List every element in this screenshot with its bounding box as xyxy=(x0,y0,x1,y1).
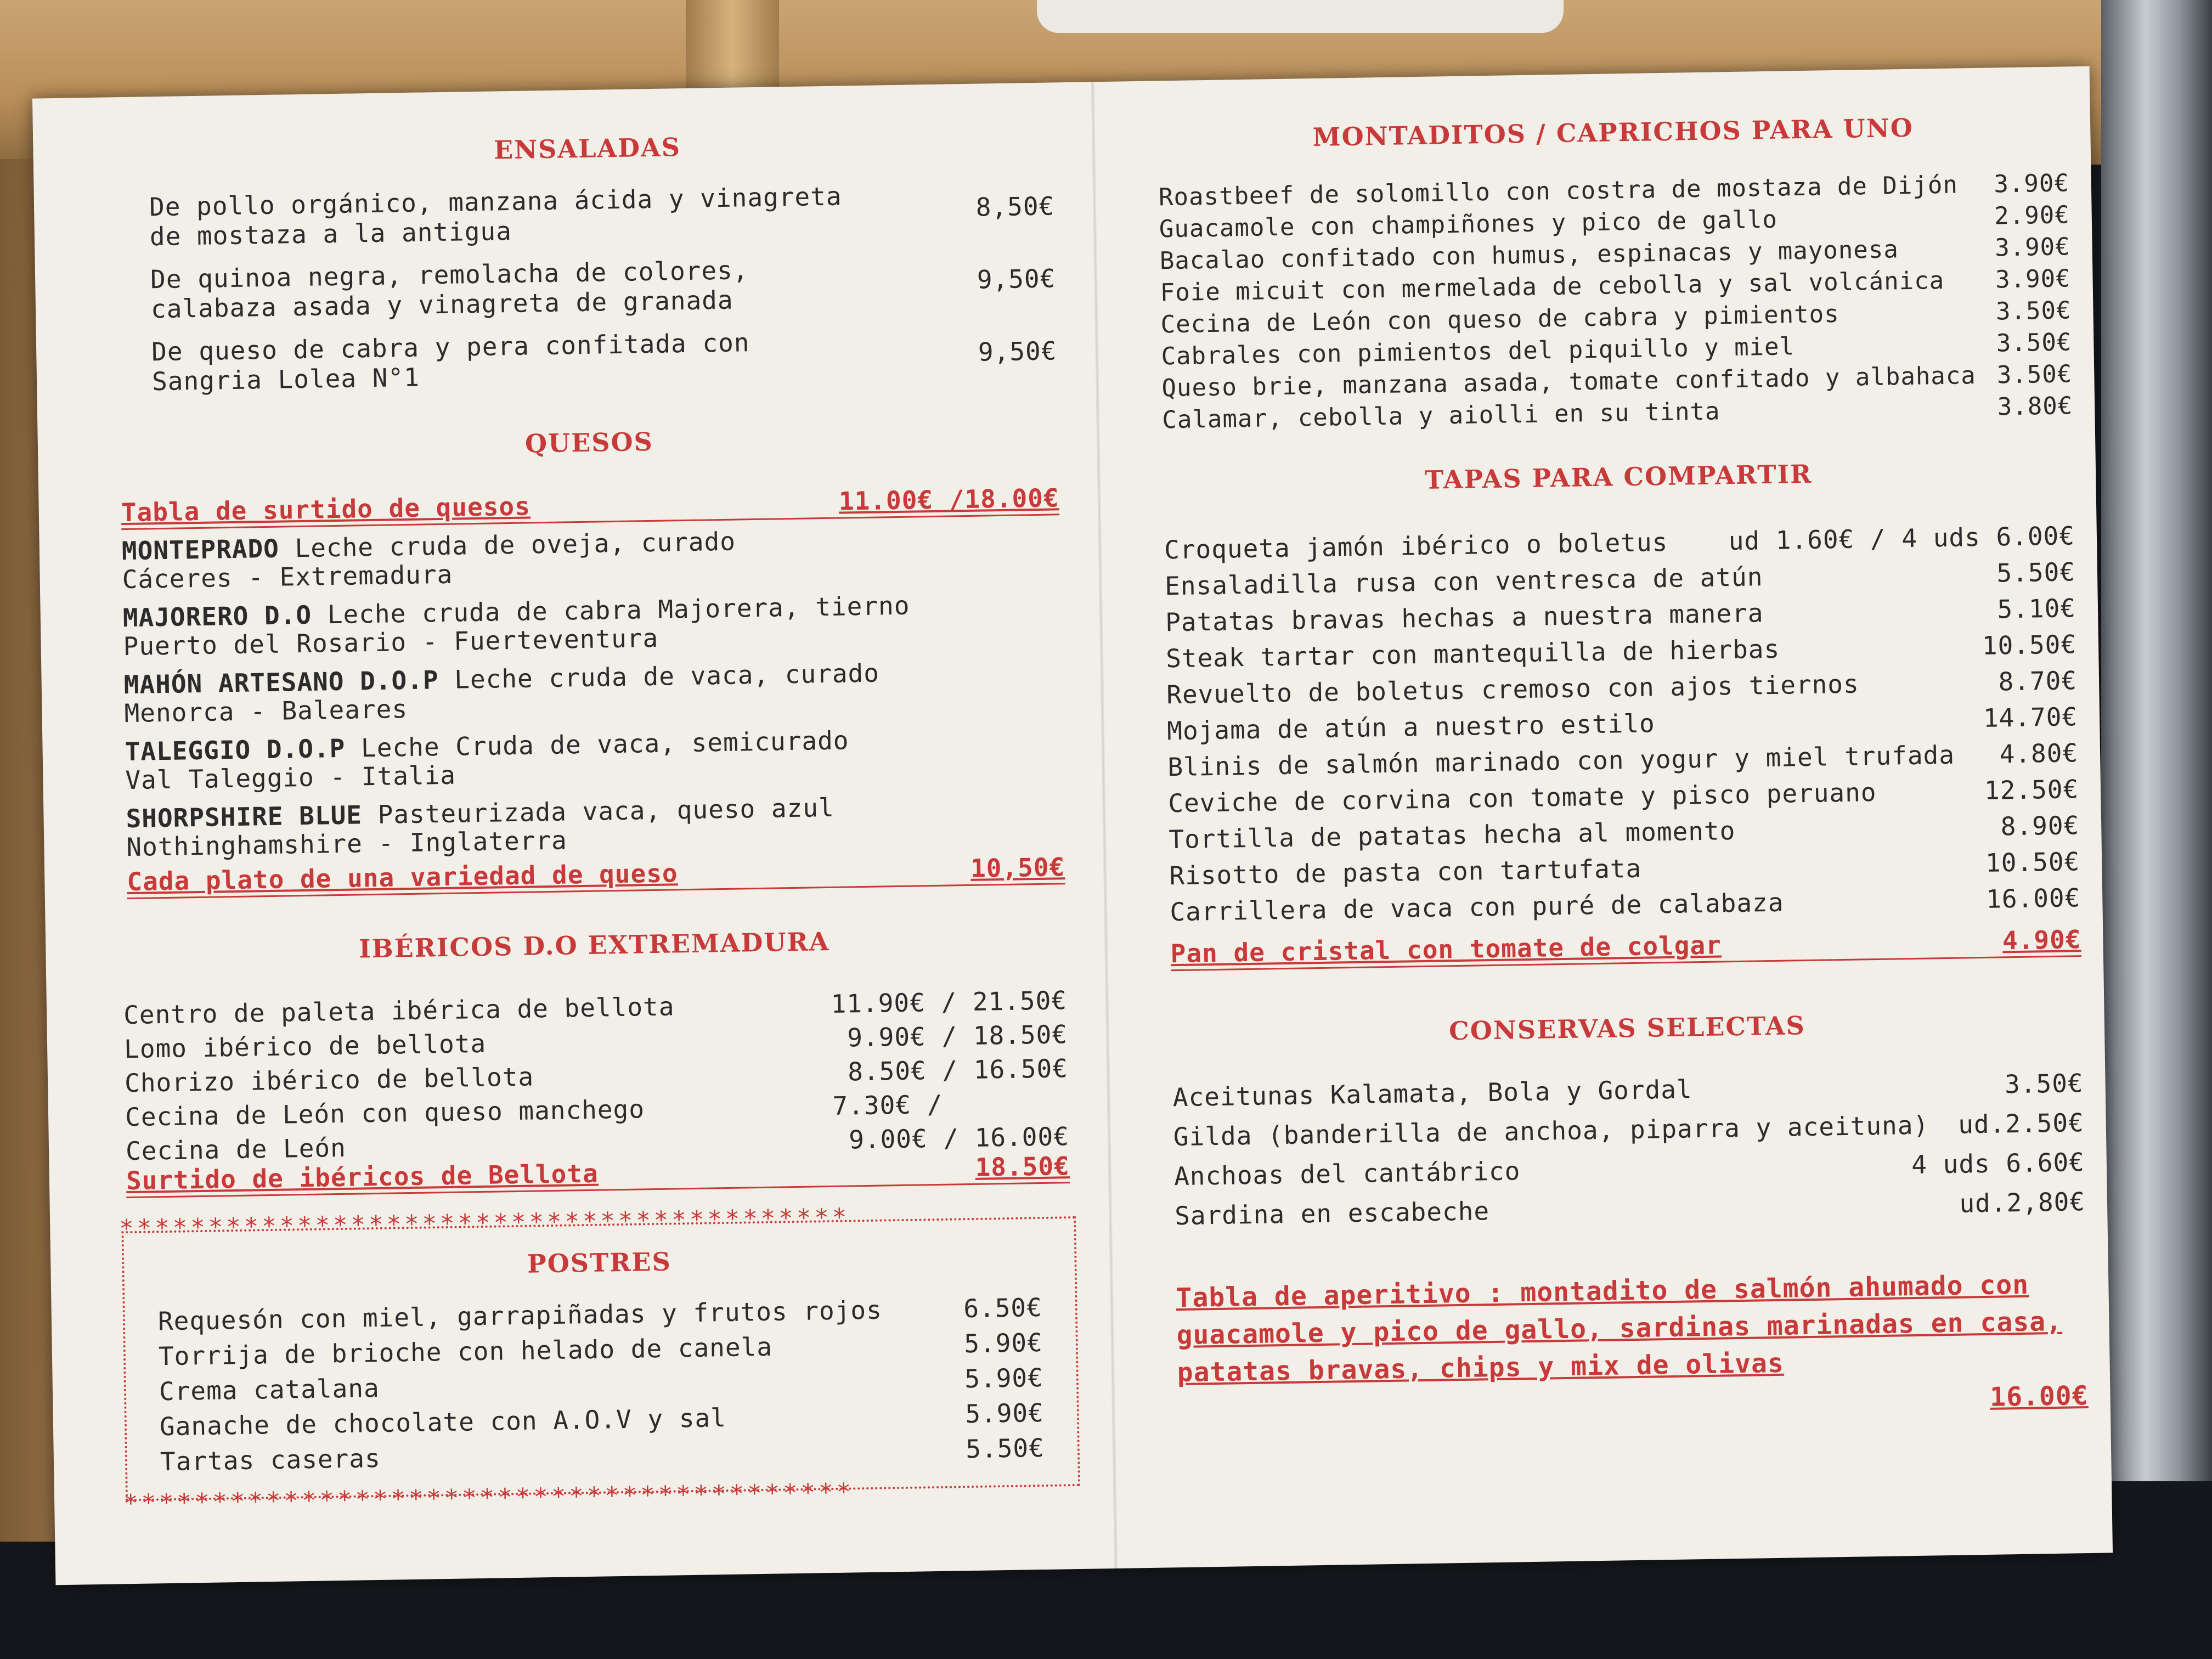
section-title: QUESOS xyxy=(524,426,654,459)
menu-right-page xyxy=(1125,110,2101,1530)
menu-item-price: 4 uds 6.60€ xyxy=(1911,1147,2085,1180)
menu-item-desc: Cecina de León xyxy=(125,1132,347,1166)
section-title: MONTADITOS / CAPRICHOS PARA UNO xyxy=(1312,112,1914,152)
cheese-name: TALEGGIO D.O.P xyxy=(125,733,346,767)
menu-item-price: 9.00€ / 16.00€ xyxy=(848,1121,1070,1155)
section-title: CONSERVAS SELECTAS xyxy=(1448,1011,1806,1046)
menu-item-price: 4.80€ xyxy=(1999,738,2079,769)
menu-item-desc: Cabrales con pimientos del piquillo y miel xyxy=(1161,332,1795,371)
menu-item-desc: Sardina en escabeche xyxy=(1174,1196,1490,1231)
tapas-pan xyxy=(1170,924,2081,971)
section-title: IBÉRICOS D.O EXTREMADURA xyxy=(358,926,830,964)
ibericos-surtido-price: 18.50€ xyxy=(975,1151,1070,1182)
postres-list xyxy=(158,1293,1045,1476)
menu-item-desc: De pollo orgánico, manzana ácida y vinagreta de mostaza a la antigua xyxy=(149,181,842,252)
cheese-item xyxy=(122,589,1061,661)
menu-item-desc: Ensaladilla rusa con ventresca de atún xyxy=(1164,562,1763,601)
cheese-desc: Leche cruda de vaca, curado xyxy=(454,658,880,695)
quesos-list xyxy=(122,522,1065,861)
menu-item-price: 3.90€ xyxy=(1993,169,2070,199)
section-conservas xyxy=(1139,1006,2097,1236)
menu-item-desc: De queso de cabra y pera confitada con Sangria Lolea N°1 xyxy=(151,328,750,397)
cheese-origin: Nothinghamshire - Inglaterra xyxy=(126,825,568,862)
menu-item-desc: Bacalao confitado con humus, espinacas y mayonesa xyxy=(1159,235,1899,275)
quesos-tabla-label: Tabla de surtido de quesos xyxy=(121,491,531,528)
section-aperitivo xyxy=(1143,1265,2100,1429)
menu-item-price: 5.50€ xyxy=(965,1432,1045,1464)
quesos-tabla-price: 11.00€ /18.00€ xyxy=(838,483,1060,516)
menu-paper xyxy=(32,66,2113,1585)
menu-item-price: 14.70€ xyxy=(1983,702,2078,733)
menu-item-desc: Anchoas del cantábrico xyxy=(1173,1156,1521,1192)
cheese-name: MONTEPRADO xyxy=(121,533,280,566)
menu-item-price: 8,50€ xyxy=(975,191,1055,222)
cheese-desc: Leche cruda de oveja, curado xyxy=(295,526,736,563)
section-ensaladas xyxy=(104,126,1074,397)
ensaladas-list xyxy=(122,178,1058,397)
menu-item-desc: Patatas bravas hechas a nuestra manera xyxy=(1165,598,1764,637)
menu-item-price: 9.90€ / 18.50€ xyxy=(847,1019,1068,1053)
menu-item-price: 8.90€ xyxy=(2000,810,2080,842)
cheese-item xyxy=(126,789,1064,861)
menu-item-desc: Cecina de León con queso manchego xyxy=(125,1094,645,1132)
menu-item-desc: Ceviche de corvina con tomate y pisco peruano xyxy=(1167,777,1877,819)
menu-item-desc: Requesón con miel, garrapiñadas y frutos rojos xyxy=(157,1295,883,1336)
menu-item-price: 9,50€ xyxy=(978,336,1057,367)
background-napkin xyxy=(1037,0,1564,33)
menu-item-desc: Foie micuit con mermelada de cebolla y sal volcánica xyxy=(1160,266,1945,307)
menu-item-price: 3.80€ xyxy=(1997,392,2073,421)
section-title: TAPAS PARA COMPARTIR xyxy=(1424,459,1813,495)
menu-item-price: ud 1.60€ / 4 uds 6.00€ xyxy=(1728,521,2075,556)
menu-item-price: 7.30€ / xyxy=(832,1087,1069,1121)
menu-item-desc: De quinoa negra, remolacha de colores, calabaza asada y vinagreta de granada xyxy=(150,255,749,324)
menu-item-price: 6.50€ xyxy=(963,1292,1043,1324)
section-title: POSTRES xyxy=(527,1246,672,1279)
menu-item-price: 5.90€ xyxy=(963,1327,1043,1359)
menu-item-desc: Lomo ibérico de bellota xyxy=(123,1028,487,1064)
menu-item-desc: Queso brie, manzana asada, tomate confitado y albahaca xyxy=(1161,362,1977,403)
section-postres xyxy=(119,1203,1080,1518)
cheese-origin: Cáceres - Extremadura xyxy=(122,559,453,595)
menu-item-desc: Torrija de brioche con helado de canela xyxy=(158,1331,773,1372)
menu-item xyxy=(151,323,1057,396)
menu-item-desc: Roastbeef de solomillo con costra de mostaza de Dijón xyxy=(1158,171,1959,212)
menu-item-desc: Gilda (banderilla de anchoa, piparra y aceituna) xyxy=(1173,1110,1929,1152)
menu-item-desc: Centro de paleta ibérica de bellota xyxy=(123,991,675,1030)
menu-item-price: 5.50€ xyxy=(1996,557,2076,588)
section-quesos xyxy=(109,420,1082,900)
menu-item-desc: Tortilla de patatas hecha al momento xyxy=(1168,816,1736,855)
quesos-cada-price: 10,50€ xyxy=(970,852,1065,883)
menu-item-desc: Steak tartar con mantequilla de hierbas xyxy=(1165,634,1780,674)
tapas-pan-price: 4.90€ xyxy=(2002,924,2081,956)
menu-item xyxy=(150,250,1056,324)
tapas-pan-label: Pan de cristal con tomate de colgar xyxy=(1170,930,1722,969)
menu-item-price: 9,50€ xyxy=(977,263,1056,295)
menu-item-price: ud.2.50€ xyxy=(1957,1108,2085,1139)
menu-item-desc: Chorizo ibérico de bellota xyxy=(124,1062,534,1098)
quesos-tabla xyxy=(121,483,1059,530)
menu-item-price: 16.00€ xyxy=(1985,883,2081,914)
menu-item-desc: Blinis de salmón marinado con yogur y miel trufada xyxy=(1167,740,1955,782)
menu-item-price: 10.50€ xyxy=(1982,629,2077,661)
quesos-cada-label: Cada plato de una variedad de queso xyxy=(126,858,679,897)
menu-fold xyxy=(1091,82,1118,1568)
menu-item-price: ud.2,80€ xyxy=(1959,1187,2086,1218)
cheese-name: MAHÓN ARTESANO D.O.P xyxy=(123,665,439,700)
section-tapas xyxy=(1130,455,2092,972)
aperitivo-block xyxy=(1176,1265,2089,1429)
menu-item-desc: Calamar, cebolla y aiolli en su tinta xyxy=(1162,397,1720,435)
menu-item xyxy=(149,178,1055,251)
tapas-list xyxy=(1164,517,2081,930)
cheese-desc: Pasteurizada vaca, queso azul xyxy=(377,792,835,830)
menu-item xyxy=(160,1433,1045,1476)
menu-item-price: 3.90€ xyxy=(1994,233,2071,262)
background-cutlery xyxy=(2101,0,2212,1481)
aperitivo-price: 16.00€ xyxy=(1989,1380,2089,1413)
cheese-desc: Leche cruda de cabra Majorera, tierno xyxy=(327,590,910,630)
menu-item-desc: Revuelto de boletus cremoso con ajos tiernos xyxy=(1166,669,1860,710)
postres-stars-top: ***************************************** xyxy=(119,1203,850,1243)
menu-item-price: 3.50€ xyxy=(1995,296,2072,326)
cheese-item xyxy=(125,723,1063,794)
conservas-list xyxy=(1172,1063,2085,1235)
menu-item-price: 5.90€ xyxy=(964,1362,1044,1394)
menu-item-price: 11.90€ / 21.50€ xyxy=(831,985,1068,1019)
menu-item-price: 3.50€ xyxy=(2004,1068,2084,1099)
cheese-item xyxy=(123,656,1062,727)
menu-item-desc: Ganache de chocolate con A.O.V y sal xyxy=(159,1403,727,1442)
menu-item-desc: Crema catalana xyxy=(159,1373,380,1407)
menu-item-desc: Tartas caseras xyxy=(160,1443,381,1477)
cheese-desc: Leche Cruda de vaca, semicurado xyxy=(360,725,849,763)
cheese-name: MAJORERO D.O xyxy=(122,600,312,633)
postres-stars-bottom: ***************************************** xyxy=(123,1478,855,1518)
section-title: ENSALADAS xyxy=(493,132,681,165)
menu-item-price: 3.50€ xyxy=(1996,360,2073,390)
menu-item-price: 10.50€ xyxy=(1985,847,2080,878)
menu-item-price: 12.50€ xyxy=(1984,774,2079,805)
menu-item-desc: Aceitunas Kalamata, Bola y Gordal xyxy=(1172,1074,1693,1113)
aperitivo-text: Tabla de aperitivo : montadito de salmón ahumado con guacamole y pico de gallo, sardinas marinadas en casa, patatas bravas, chips y mix de olivas xyxy=(1176,1269,2063,1389)
menu-item-price: 8.70€ xyxy=(1998,665,2078,697)
ibericos-list xyxy=(123,985,1070,1166)
menu-item-desc: Carrillera de vaca con puré de calabaza xyxy=(1170,887,1784,927)
menu-item-price: 3.90€ xyxy=(1995,264,2071,294)
menu-item-desc: Croqueta jamón ibérico o boletus xyxy=(1164,527,1668,565)
cheese-item xyxy=(122,522,1060,594)
montaditos-list xyxy=(1159,167,2073,436)
menu-item-price: 5.10€ xyxy=(1997,593,2076,624)
menu-item-desc: Guacamole con champiñones y pico de gallo xyxy=(1159,205,1778,244)
menu-item-desc: Cecina de León con queso de cabra y pimientos xyxy=(1160,300,1839,339)
ibericos-surtido-label: Surtido de ibéricos de Bellota xyxy=(126,1158,599,1196)
menu-item-desc: Risotto de pasta con tartufata xyxy=(1169,853,1642,891)
menu-left-page xyxy=(104,126,1092,1545)
menu-item-price: 2.90€ xyxy=(1994,201,2070,230)
menu-item-desc: Mojama de atún a nuestro estilo xyxy=(1166,708,1656,746)
menu-item-price: 3.50€ xyxy=(1996,328,2072,358)
cheese-origin: Puerto del Rosario - Fuerteventura xyxy=(123,623,659,662)
cheese-origin: Val Taleggio - Italia xyxy=(125,760,456,795)
section-ibericos xyxy=(117,923,1086,1199)
cheese-name: SHORPSHIRE BLUE xyxy=(126,800,363,834)
menu-item-price: 8.50€ / 16.50€ xyxy=(847,1053,1069,1087)
cheese-origin: Menorca - Baleares xyxy=(124,694,408,729)
section-montaditos xyxy=(1125,110,2084,437)
menu-item-price: 5.90€ xyxy=(964,1397,1045,1429)
